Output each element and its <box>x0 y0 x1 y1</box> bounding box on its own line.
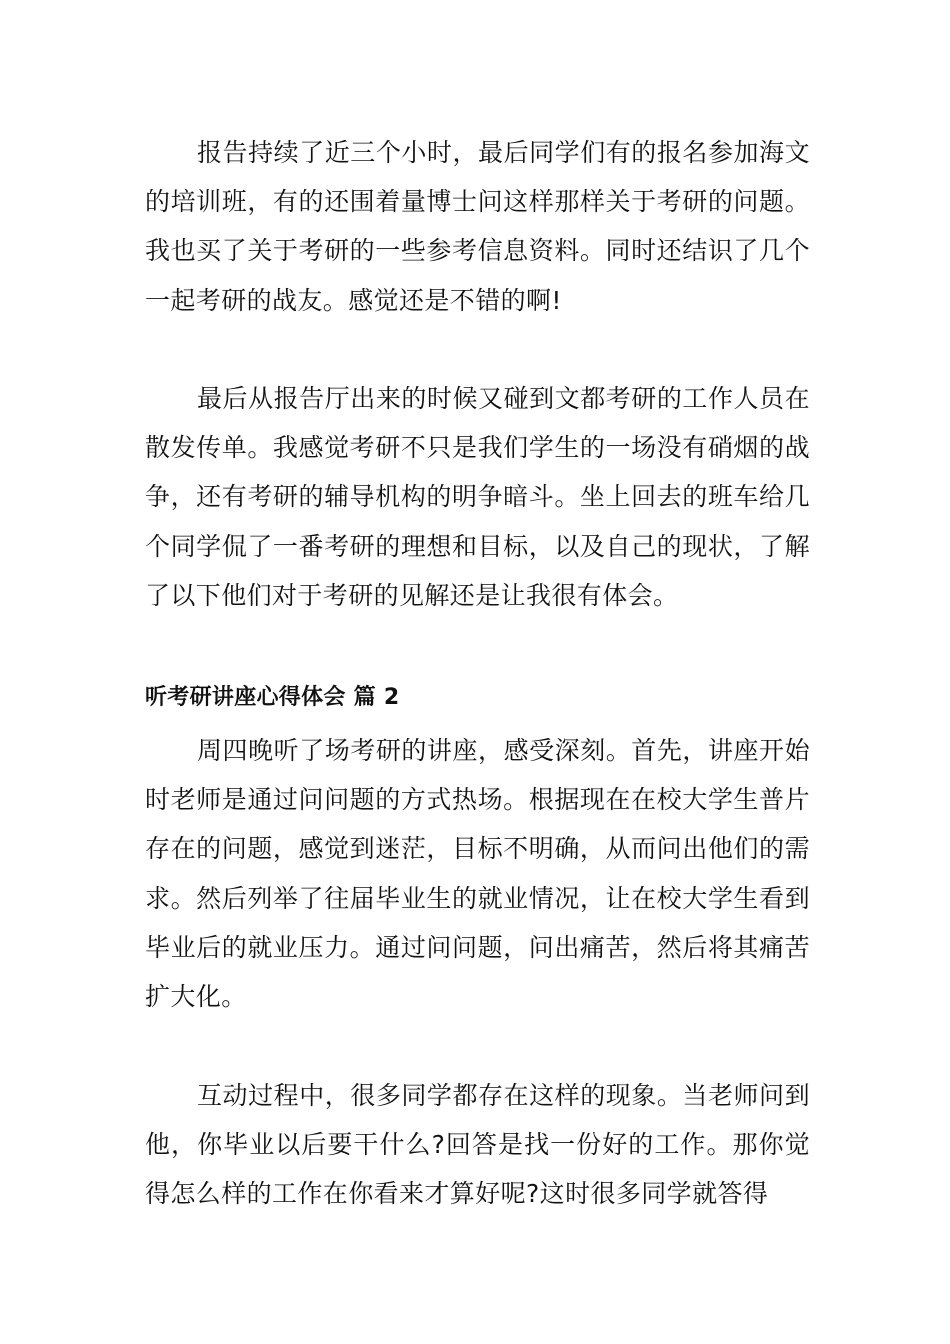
paragraph-leaving-hall: 最后从报告厅出来的时候又碰到文都考研的工作人员在散发传单。我感觉考研不只是我们学生的一场没有硝烟的战争，还有考研的辅导机构的明争暗斗。坐上回去的班车给几个同学侃了一番考研的理想和目标，以及自己的现状，了解了以下他们对于考研的见解还是让我很有体会。 <box>145 384 810 610</box>
section-heading: 听考研讲座心得体会 篇 2 <box>145 685 400 710</box>
paragraph-interaction: 互动过程中，很多同学都存在这样的现象。当老师问到他，你毕业以后要干什么?回答是找一份好的工作。那你觉得怎么样的工作在你看来才算好呢?这时很多同学就答得 <box>145 1081 810 1209</box>
paragraph-report-duration: 报告持续了近三个小时，最后同学们有的报名参加海文的培训班，有的还围着量博士问这样那样关于考研的问题。我也买了关于考研的一些参考信息资料。同时还结识了几个一起考研的战友。感觉还是不错的啊! <box>145 138 810 315</box>
paragraph-thursday-lecture: 周四晚听了场考研的讲座，感受深刻。首先，讲座开始时老师是通过问问题的方式热场。根据现在在校大学生普片存在的问题，感觉到迷茫，目标不明确，从而问出他们的需求。然后列举了往届毕业生的就业情况，让在校大学生看到毕业后的就业压力。通过问问题，问出痛苦，然后将其痛苦扩大化。 <box>145 736 810 1012</box>
